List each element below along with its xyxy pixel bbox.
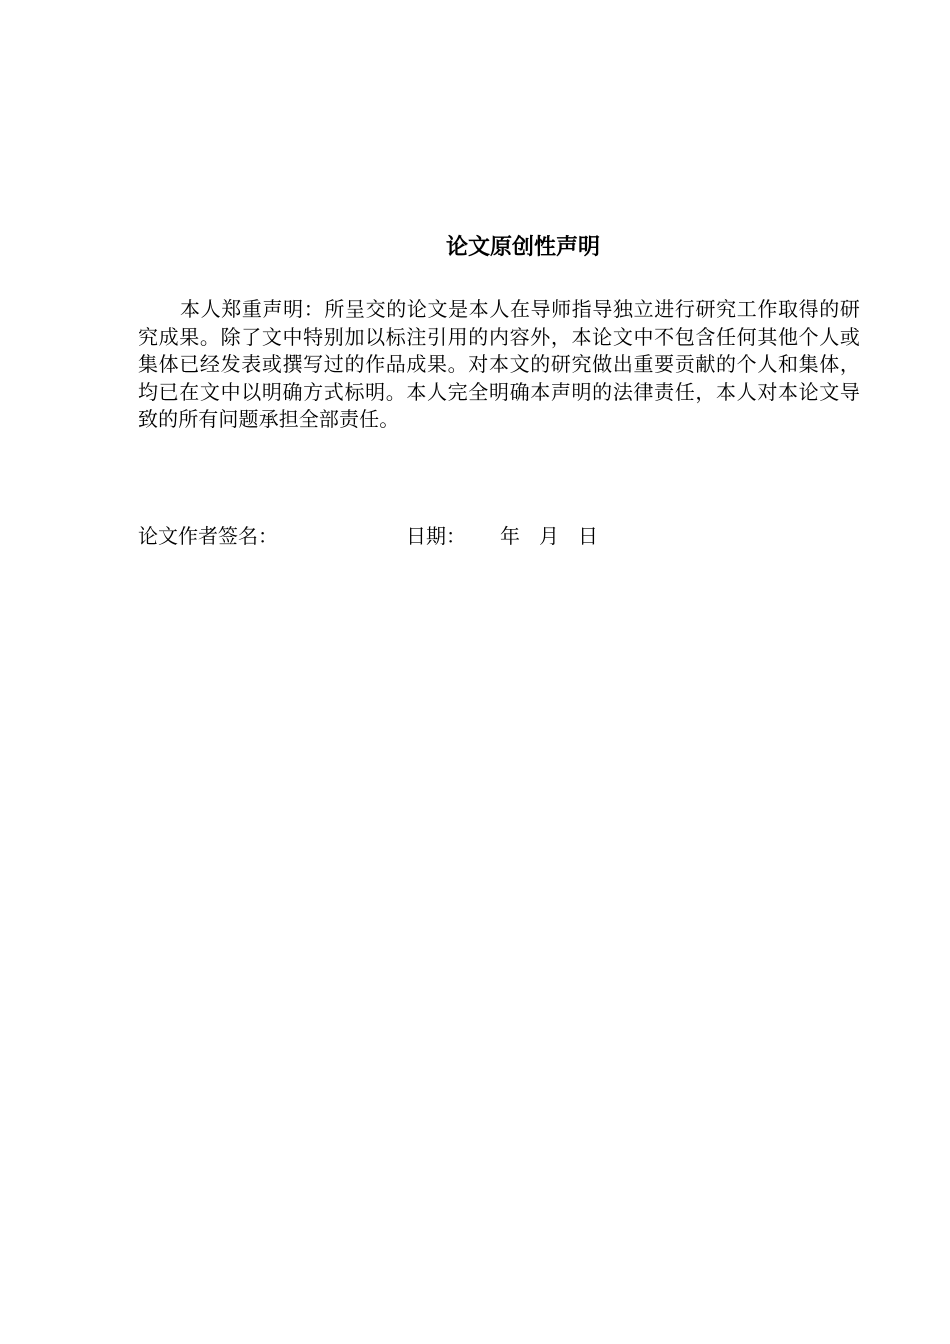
declaration-paragraph: 本人郑重声明：所呈交的论文是本人在导师指导独立进行研究工作取得的研究成果。除了文中特别加以标注引用的内容外，本论文中不包含任何其他个人或集体已经发表或撰写过的作品成果。对本文的研究做出重要贡献的个人和集体，均已在文中以明确方式标明。本人完全明确本声明的法律责任，本人对本论文导致的所有问题承担全部责任。 [138,297,860,431]
page-title: 论文原创性声明 [445,235,600,260]
signature-row [138,521,860,551]
year-label: 年 [500,524,520,548]
author-signature-label: 论文作者签名： [138,524,278,548]
month-label: 月 [539,524,559,548]
date-label: 日期： [406,524,466,548]
day-label: 日 [578,524,598,548]
